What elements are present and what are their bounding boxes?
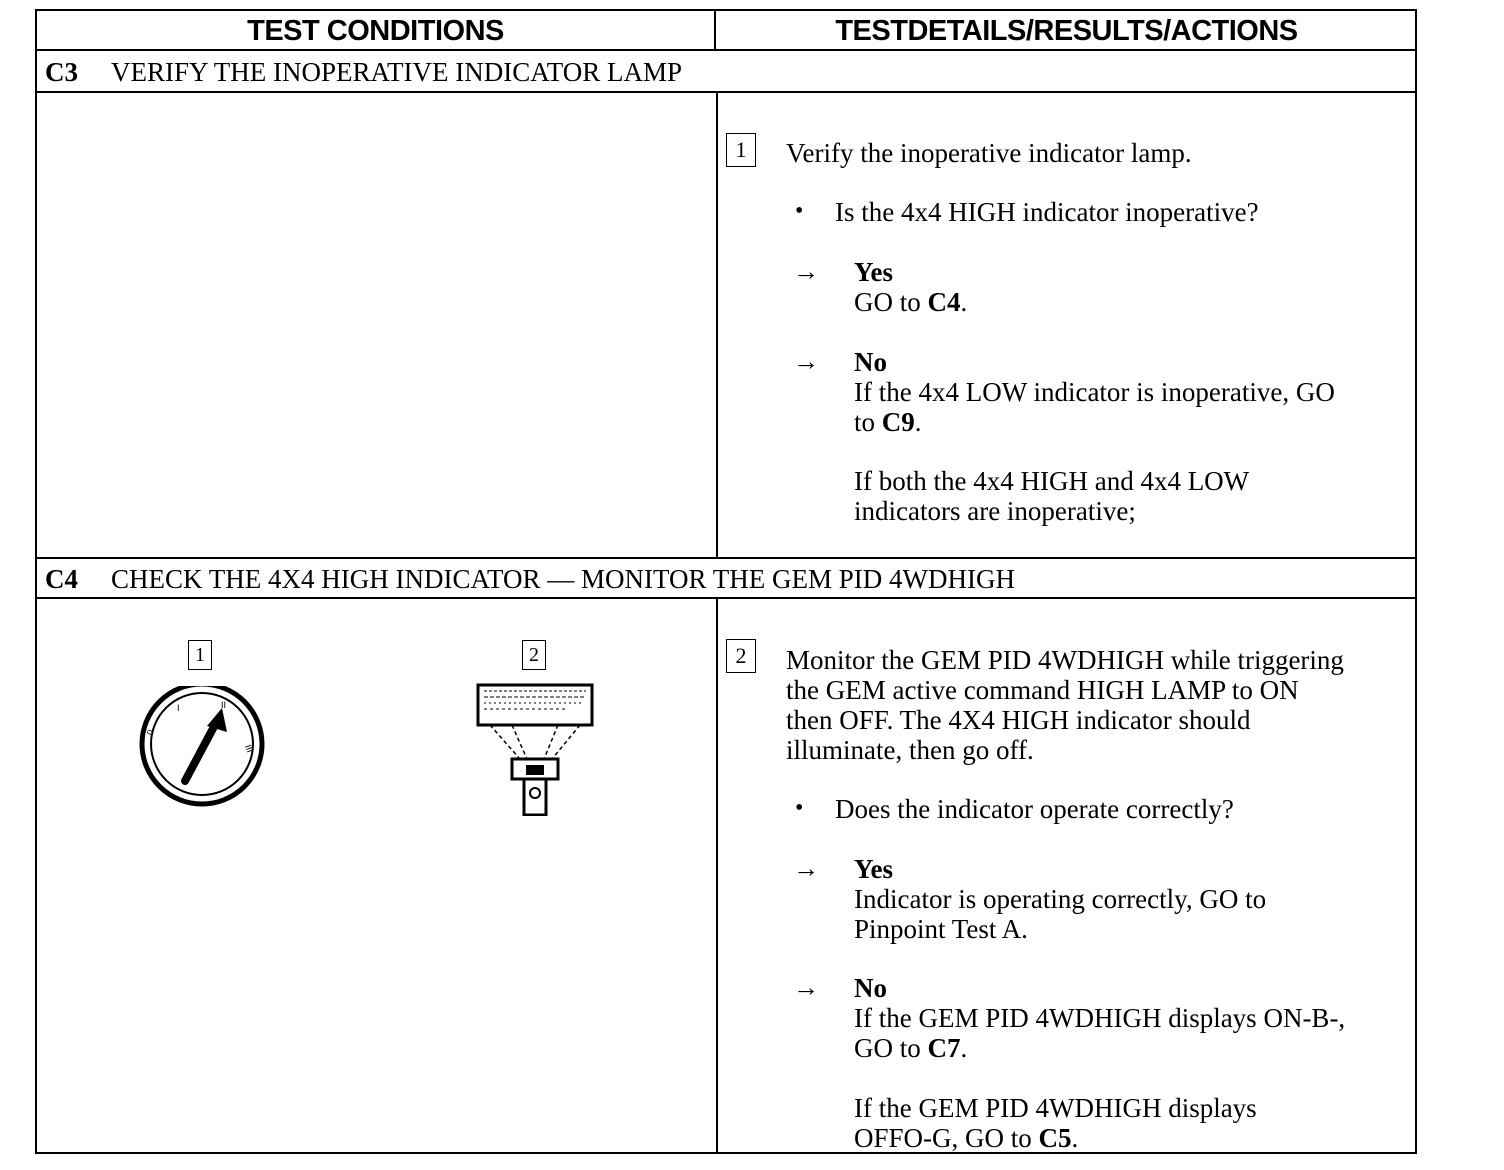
c4-no-line4: OFFO-G, GO to C5. xyxy=(854,1123,1079,1153)
section-c3-title xyxy=(37,51,1415,93)
table-header xyxy=(37,11,1415,51)
c4-yes-arrow-icon: → xyxy=(793,854,819,883)
c3-no-label: No xyxy=(854,347,887,377)
section-c3-heading: VERIFY THE INOPERATIVE INDICATOR LAMP xyxy=(111,57,683,87)
c3-yes-arrow-icon: → xyxy=(793,257,819,286)
c3-yes-text: GO to C4. xyxy=(854,287,968,317)
svg-text:II: II xyxy=(221,700,227,710)
section-c4-code: C4 xyxy=(45,564,78,594)
svg-text:I: I xyxy=(177,703,180,713)
c3-yes-label: Yes xyxy=(854,257,893,287)
c4-yes-label: Yes xyxy=(854,854,893,884)
section-c4-title xyxy=(37,559,1415,599)
section-c3-code: C3 xyxy=(45,57,78,87)
c4-yes-line2: Pinpoint Test A. xyxy=(854,914,1028,944)
c4-step-line2: the GEM active command HIGH LAMP to ON xyxy=(786,675,1299,705)
c3-column-divider xyxy=(716,93,718,559)
c3-no-line2: to C9. xyxy=(854,407,922,437)
c4-figure1-label: 1 xyxy=(188,640,212,670)
c4-no-ref-c7: C7 xyxy=(927,1033,961,1063)
header-test-details: TESTDETAILS/RESULTS/ACTIONS xyxy=(835,15,1298,47)
c3-no-line4: indicators are inoperative; xyxy=(854,496,1136,526)
c3-step-text: Verify the inoperative indicator lamp. xyxy=(786,138,1192,168)
test-table xyxy=(35,9,1417,1154)
c4-yes-line1: Indicator is operating correctly, GO to xyxy=(854,884,1267,914)
c4-step-line4: illuminate, then go off. xyxy=(786,735,1034,765)
c3-no-arrow-icon: → xyxy=(793,347,819,376)
scan-tool-icon xyxy=(472,681,597,816)
c4-step-line1: Monitor the GEM PID 4WDHIGH while triggering xyxy=(786,645,1344,675)
c3-question: Is the 4x4 HIGH indicator inoperative? xyxy=(835,197,1259,227)
c4-bullet: • xyxy=(795,795,804,821)
c3-yes-ref: C4 xyxy=(927,287,961,317)
c4-no-line1: If the GEM PID 4WDHIGH displays ON-B-, xyxy=(854,1003,1346,1033)
c3-step-number: 1 xyxy=(726,133,756,167)
c3-bullet: • xyxy=(795,198,804,224)
c4-no-line2: GO to C7. xyxy=(854,1033,968,1063)
c4-figure2-label: 2 xyxy=(522,640,546,670)
header-test-conditions: TEST CONDITIONS xyxy=(37,11,716,49)
svg-text:0: 0 xyxy=(144,728,156,737)
c4-no-arrow-icon: → xyxy=(793,973,819,1002)
svg-text:III: III xyxy=(243,743,256,754)
c3-no-line3: If both the 4x4 HIGH and 4x4 LOW xyxy=(854,466,1250,496)
c4-no-label: No xyxy=(854,973,887,1003)
ignition-switch-icon xyxy=(137,686,267,808)
c4-no-ref-c5: C5 xyxy=(1038,1123,1072,1153)
c4-step-number: 2 xyxy=(726,639,756,673)
c3-no-line1: If the 4x4 LOW indicator is inoperative, GO xyxy=(854,377,1335,407)
c4-step-line3: then OFF. The 4X4 HIGH indicator should xyxy=(786,705,1251,735)
c3-no-ref: C9 xyxy=(881,407,915,437)
section-c4-heading: CHECK THE 4X4 HIGH INDICATOR — MONITOR THE GEM PID 4WDHIGH xyxy=(111,564,1015,594)
c4-no-line3: If the GEM PID 4WDHIGH displays xyxy=(854,1093,1257,1123)
c4-question: Does the indicator operate correctly? xyxy=(835,794,1234,824)
c4-column-divider xyxy=(716,599,718,1154)
